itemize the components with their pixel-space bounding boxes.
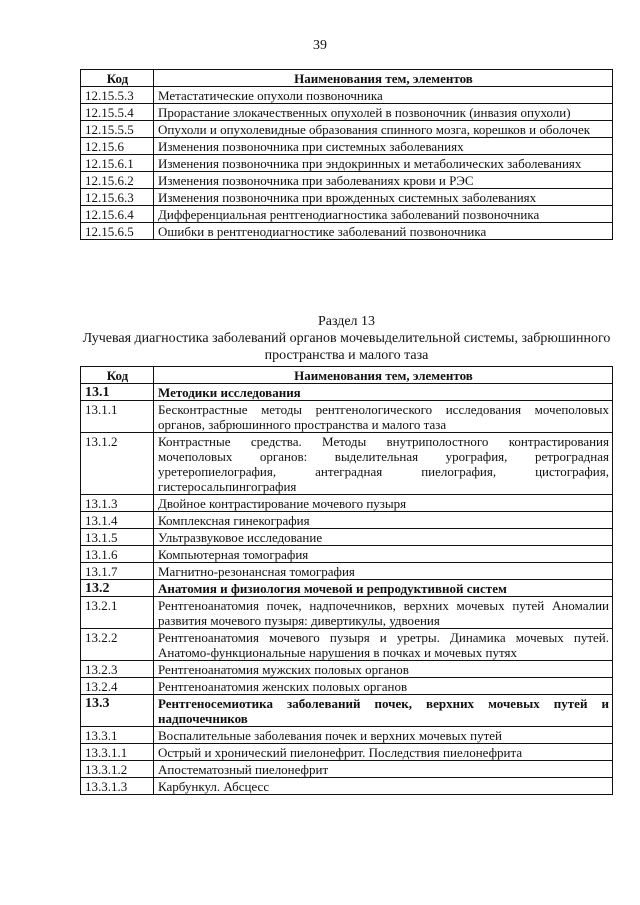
section-title: Раздел 13	[317, 314, 376, 329]
table-row	[81, 563, 613, 580]
table-row	[81, 121, 613, 138]
row-code: 13.3.1.3	[81, 778, 154, 795]
page-number: 39	[313, 38, 327, 53]
row-topic: Изменения позвоночника при системных заболеваниях	[154, 138, 613, 155]
row-topic: Изменения позвоночника при врожденных системных заболеваниях	[154, 189, 613, 206]
table-row	[81, 761, 613, 778]
row-code: 12.15.5.4	[81, 104, 154, 121]
table-row	[81, 597, 613, 629]
table-row	[81, 727, 613, 744]
table-row	[81, 155, 613, 172]
table-row	[81, 87, 613, 104]
table-header	[81, 367, 613, 384]
row-code: 13.2.2	[81, 629, 154, 661]
row-code: 13.3.1.1	[81, 744, 154, 761]
table-row	[81, 138, 613, 155]
row-topic: Методики исследования	[154, 384, 613, 401]
row-code: 13.1.4	[81, 512, 154, 529]
row-code: 12.15.6.1	[81, 155, 154, 172]
table-row	[81, 529, 613, 546]
row-topic: Рентгеноанатомия почек, надпочечников, верхних мочевых путей Аномалии развития мочевого пузыря: дивертикулы, удвоения	[154, 597, 613, 629]
row-topic: Рентгеноанатомия мочевого пузыря и уретры. Динамика мочевых путей. Анатомо-функциональные нарушения в почках и мочевых путях	[154, 629, 613, 661]
row-code: 13.1.3	[81, 495, 154, 512]
table-row	[81, 546, 613, 563]
row-topic: Компьютерная томография	[154, 546, 613, 563]
row-code: 13.2.1	[81, 597, 154, 629]
row-topic: Двойное контрастирование мочевого пузыря	[154, 495, 613, 512]
row-topic: Прорастание злокачественных опухолей в позвоночник (инвазия опухоли)	[154, 104, 613, 121]
table-row	[81, 206, 613, 223]
table-row	[81, 580, 613, 597]
row-topic: Апостематозный пиелонефрит	[154, 761, 613, 778]
header-code: Код	[81, 70, 154, 87]
row-topic: Изменения позвоночника при заболеваниях крови и РЭС	[154, 172, 613, 189]
row-topic: Изменения позвоночника при эндокринных и метаболических заболеваниях	[154, 155, 613, 172]
row-code: 12.15.5.5	[81, 121, 154, 138]
table-row	[81, 495, 613, 512]
row-topic: Магнитно-резонансная томография	[154, 563, 613, 580]
row-topic: Дифференциальная рентгенодиагностика заболеваний позвоночника	[154, 206, 613, 223]
table-row	[81, 778, 613, 795]
row-code: 13.3	[81, 695, 154, 727]
row-topic: Рентгеноанатомия женских половых органов	[154, 678, 613, 695]
row-code: 13.1.2	[81, 433, 154, 495]
row-code: 13.1.1	[81, 401, 154, 433]
row-topic: Ошибки в рентгенодиагностике заболеваний позвоночника	[154, 223, 613, 240]
row-topic: Анатомия и физиология мочевой и репродуктивной систем	[154, 580, 613, 597]
table-row	[81, 104, 613, 121]
row-code: 12.15.6.5	[81, 223, 154, 240]
row-code: 13.2.4	[81, 678, 154, 695]
row-topic: Карбункул. Абсцесс	[154, 778, 613, 795]
row-topic: Бесконтрастные методы рентгенологического исследования мочеполовых органов, забрюшинного пространства и малого таза	[154, 401, 613, 433]
row-code: 13.1.6	[81, 546, 154, 563]
table-row	[81, 384, 613, 401]
table-row	[81, 401, 613, 433]
row-code: 12.15.6.3	[81, 189, 154, 206]
row-code: 12.15.5.3	[81, 87, 154, 104]
table-row	[81, 223, 613, 240]
table-header	[81, 70, 613, 87]
section-subtitle: Лучевая диагностика заболеваний органов мочевыделительной системы, забрюшинного пространства и малого таза	[82, 331, 611, 363]
row-code: 12.15.6	[81, 138, 154, 155]
row-code: 13.3.1	[81, 727, 154, 744]
row-code: 13.1.5	[81, 529, 154, 546]
row-topic: Острый и хронический пиелонефрит. Последствия пиелонефрита	[154, 744, 613, 761]
header-code: Код	[81, 367, 154, 384]
table-row	[81, 512, 613, 529]
table-row	[81, 744, 613, 761]
row-topic: Комплексная гинекография	[154, 512, 613, 529]
row-topic: Ультразвуковое исследование	[154, 529, 613, 546]
row-topic: Метастатические опухоли позвоночника	[154, 87, 613, 104]
row-code: 13.2.3	[81, 661, 154, 678]
row-topic: Воспалительные заболевания почек и верхних мочевых путей	[154, 727, 613, 744]
row-code: 12.15.6.2	[81, 172, 154, 189]
header-name: Наименования тем, элементов	[154, 70, 613, 87]
row-topic: Контрастные средства. Методы внутриполостного контрастирования мочеполовых органов: выделительная урография, ретроградная уретеропиелография, антеградная пиелография, цистография, гистеросальпингография	[154, 433, 613, 495]
row-code: 13.1	[81, 384, 154, 401]
row-topic: Рентгеноанатомия мужских половых органов	[154, 661, 613, 678]
row-topic: Опухоли и опухолевидные образования спинного мозга, корешков и оболочек	[154, 121, 613, 138]
table-row	[81, 678, 613, 695]
header-name: Наименования тем, элементов	[154, 367, 613, 384]
topics-table-section-13	[80, 366, 613, 795]
row-code: 13.3.1.2	[81, 761, 154, 778]
table-row	[81, 629, 613, 661]
row-code: 13.2	[81, 580, 154, 597]
table-row	[81, 661, 613, 678]
table-row	[81, 172, 613, 189]
table-row	[81, 433, 613, 495]
row-topic: Рентгеносемиотика заболеваний почек, верхних мочевых путей и надпочечников	[154, 695, 613, 727]
table-row	[81, 189, 613, 206]
table-row	[81, 695, 613, 727]
topics-table-continued	[80, 69, 613, 240]
row-code: 13.1.7	[81, 563, 154, 580]
row-code: 12.15.6.4	[81, 206, 154, 223]
